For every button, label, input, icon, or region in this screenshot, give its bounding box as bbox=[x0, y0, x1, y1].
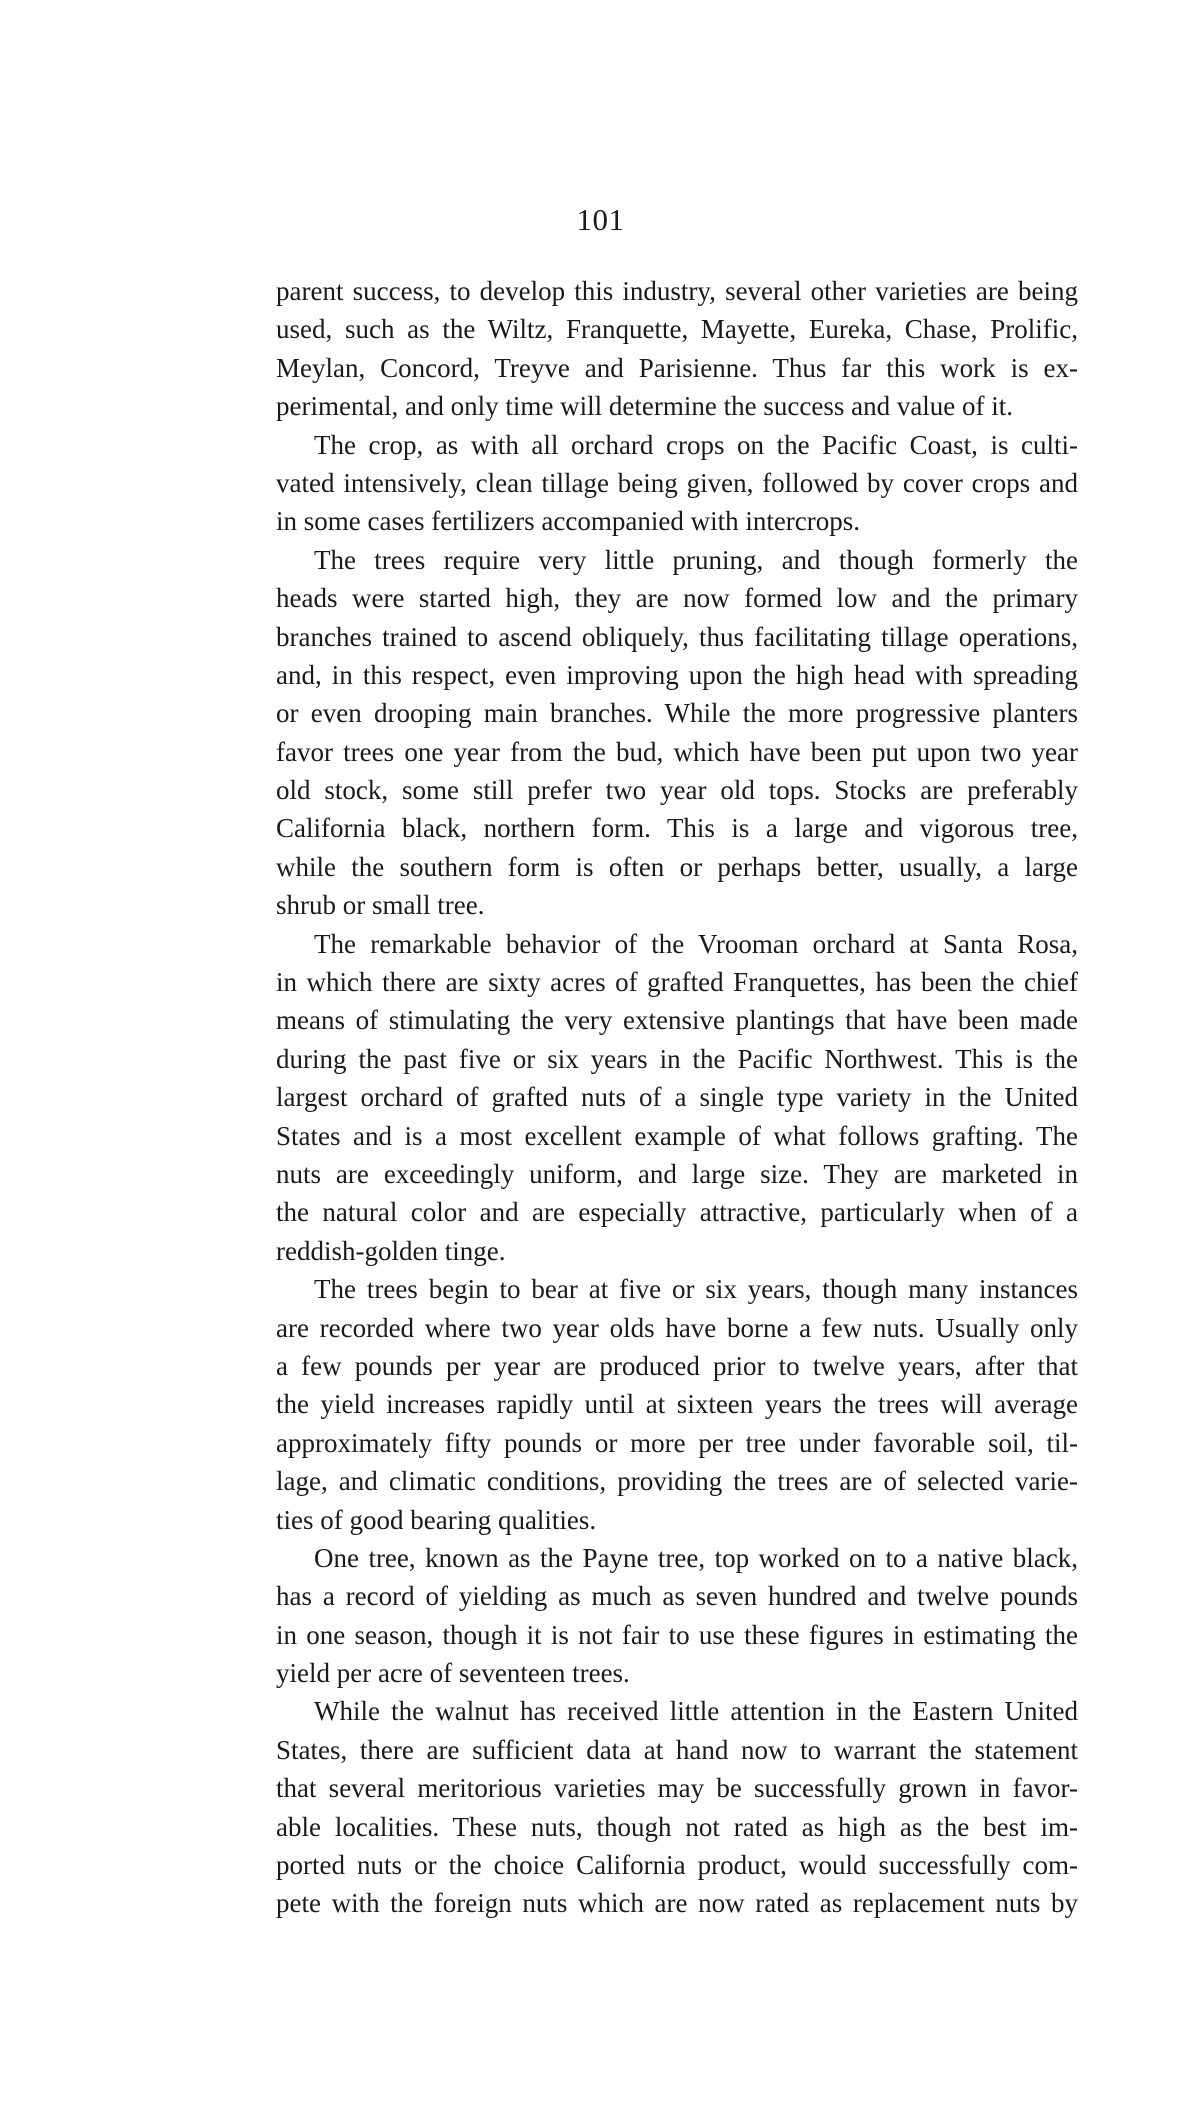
text-line: parent success, to develop this industry, several other varieties are being bbox=[276, 276, 1078, 306]
text-line: perimental, and only time will determine the success and value of it. bbox=[276, 391, 1014, 422]
body-text bbox=[0, 272, 1201, 1923]
text-line: largest orchard of grafted nuts of a single type variety in the United bbox=[276, 1082, 1078, 1113]
text-line: has a record of yielding as much as seven hundred and twelve pounds bbox=[276, 1581, 1078, 1612]
text-line: pete with the foreign nuts which are now rated as replacement nuts by bbox=[276, 1888, 1078, 1919]
text-line: yield per acre of seventeen trees. bbox=[276, 1658, 630, 1689]
text-line: reddish-golden tinge. bbox=[276, 1235, 506, 1266]
text-line: a few pounds per year are produced prior to twelve years, after that bbox=[276, 1350, 1078, 1381]
text-line: ties of good bearing qualities. bbox=[276, 1504, 597, 1535]
text-line: States, there are sufficient data at hand now to warrant the statement bbox=[276, 1734, 1078, 1765]
page-number: 101 bbox=[576, 202, 625, 237]
text-line: ported nuts or the choice California product, would successfully com- bbox=[276, 1850, 1078, 1881]
text-line: in some cases fertilizers accompanied with intercrops. bbox=[276, 506, 861, 537]
text-line: in which there are sixty acres of grafted Franquettes, has been the chief bbox=[276, 967, 1078, 998]
text-line: the yield increases rapidly until at sixteen years the trees will average bbox=[276, 1389, 1078, 1420]
paragraph-start: The remarkable behavior of the Vrooman orchard at Santa Rosa, bbox=[314, 928, 1078, 959]
text-line: are recorded where two year olds have borne a few nuts. Usually only bbox=[276, 1312, 1078, 1343]
text-line: able localities. These nuts, though not rated as high as the best im- bbox=[276, 1811, 1078, 1842]
text-line: vated intensively, clean tillage being given, followed by cover crops and bbox=[276, 467, 1078, 498]
paragraph-start: The crop, as with all orchard crops on the Pacific Coast, is culti- bbox=[314, 429, 1078, 460]
text-line: old stock, some still prefer two year old tops. Stocks are preferably bbox=[276, 775, 1078, 806]
text-line: during the past five or six years in the Pacific Northwest. This is the bbox=[276, 1043, 1078, 1074]
text-line: approximately fifty pounds or more per tree under favorable soil, til- bbox=[276, 1427, 1078, 1458]
text-line: branches trained to ascend obliquely, thus facilitating tillage operations, bbox=[276, 621, 1078, 652]
text-line: nuts are exceedingly uniform, and large size. They are marketed in bbox=[276, 1158, 1078, 1189]
paragraph-start: One tree, known as the Payne tree, top worked on to a native black, bbox=[314, 1542, 1078, 1573]
text-line: lage, and climatic conditions, providing the trees are of selected varie- bbox=[276, 1466, 1078, 1497]
text-line: and, in this respect, even improving upon the high head with spreading bbox=[276, 659, 1078, 690]
text-line: used, such as the Wiltz, Franquette, Mayette, Eureka, Chase, Prolific, bbox=[276, 314, 1078, 345]
text-line: heads were started high, they are now formed low and the primary bbox=[276, 583, 1078, 614]
paragraph-start: The trees begin to bear at five or six years, though many instances bbox=[314, 1274, 1078, 1305]
paragraph-start: The trees require very little pruning, and though formerly the bbox=[314, 544, 1078, 575]
text-line: States and is a most excellent example of what follows grafting. The bbox=[276, 1120, 1078, 1151]
text-line: favor trees one year from the bud, which have been put upon two year bbox=[276, 736, 1078, 767]
text-line: shrub or small tree. bbox=[276, 890, 485, 921]
text-line: in one season, though it is not fair to use these figures in estimating the bbox=[276, 1619, 1078, 1650]
text-line: that several meritorious varieties may be successfully grown in favor- bbox=[276, 1773, 1078, 1804]
text-line: the natural color and are especially attractive, particularly when of a bbox=[276, 1197, 1078, 1228]
text-line: Meylan, Concord, Treyve and Parisienne. Thus far this work is ex- bbox=[276, 352, 1078, 383]
text-line: while the southern form is often or perhaps better, usually, a large bbox=[276, 851, 1078, 882]
paragraph-start: While the walnut has received little attention in the Eastern United bbox=[314, 1696, 1078, 1727]
text-line: means of stimulating the very extensive plantings that have been made bbox=[276, 1005, 1078, 1036]
text-line: or even drooping main branches. While the more progressive planters bbox=[276, 698, 1078, 729]
text-line: California black, northern form. This is a large and vigorous tree, bbox=[276, 813, 1078, 844]
